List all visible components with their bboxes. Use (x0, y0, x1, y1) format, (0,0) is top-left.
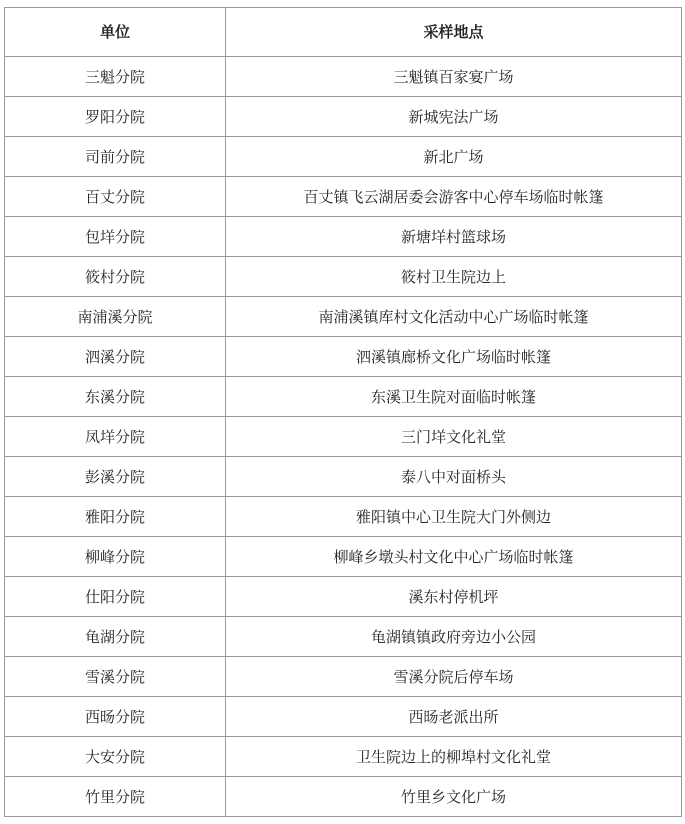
cell-unit: 西旸分院 (5, 697, 226, 737)
cell-location: 新塘垟村篮球场 (226, 217, 682, 257)
table-row (5, 257, 682, 297)
table-row (5, 177, 682, 217)
cell-unit: 司前分院 (5, 137, 226, 177)
table-row (5, 737, 682, 777)
header-location: 采样地点 (226, 8, 682, 57)
table-row (5, 777, 682, 817)
table-row (5, 57, 682, 97)
cell-unit: 筱村分院 (5, 257, 226, 297)
cell-location: 泗溪镇廊桥文化广场临时帐篷 (226, 337, 682, 377)
cell-location: 西旸老派出所 (226, 697, 682, 737)
cell-unit: 大安分院 (5, 737, 226, 777)
cell-unit: 罗阳分院 (5, 97, 226, 137)
table-row (5, 537, 682, 577)
cell-unit: 南浦溪分院 (5, 297, 226, 337)
cell-unit: 彭溪分院 (5, 457, 226, 497)
header-unit: 单位 (5, 8, 226, 57)
table-row (5, 337, 682, 377)
cell-location: 雪溪分院后停车场 (226, 657, 682, 697)
cell-unit: 百丈分院 (5, 177, 226, 217)
table-row (5, 497, 682, 537)
cell-unit: 雪溪分院 (5, 657, 226, 697)
cell-location: 三魁镇百家宴广场 (226, 57, 682, 97)
cell-location: 南浦溪镇库村文化活动中心广场临时帐篷 (226, 297, 682, 337)
cell-location: 溪东村停机坪 (226, 577, 682, 617)
table-row (5, 617, 682, 657)
cell-location: 雅阳镇中心卫生院大门外侧边 (226, 497, 682, 537)
cell-location: 龟湖镇镇政府旁边小公园 (226, 617, 682, 657)
cell-location: 泰八中对面桥头 (226, 457, 682, 497)
cell-location: 竹里乡文化广场 (226, 777, 682, 817)
table-header-row (5, 8, 682, 57)
cell-unit: 凤垟分院 (5, 417, 226, 457)
table-row (5, 217, 682, 257)
table-row (5, 297, 682, 337)
table-row (5, 457, 682, 497)
table-row (5, 697, 682, 737)
table-row (5, 377, 682, 417)
cell-unit: 龟湖分院 (5, 617, 226, 657)
table-body (5, 57, 682, 817)
cell-location: 新城宪法广场 (226, 97, 682, 137)
cell-location: 百丈镇飞云湖居委会游客中心停车场临时帐篷 (226, 177, 682, 217)
sampling-sites-table (4, 7, 682, 817)
cell-location: 筱村卫生院边上 (226, 257, 682, 297)
table-row (5, 417, 682, 457)
table-row (5, 657, 682, 697)
cell-unit: 雅阳分院 (5, 497, 226, 537)
cell-location: 东溪卫生院对面临时帐篷 (226, 377, 682, 417)
cell-unit: 仕阳分院 (5, 577, 226, 617)
table-row (5, 137, 682, 177)
cell-unit: 三魁分院 (5, 57, 226, 97)
cell-location: 卫生院边上的柳埠村文化礼堂 (226, 737, 682, 777)
cell-unit: 柳峰分院 (5, 537, 226, 577)
cell-unit: 包垟分院 (5, 217, 226, 257)
table-row (5, 577, 682, 617)
cell-location: 三门垟文化礼堂 (226, 417, 682, 457)
cell-location: 新北广场 (226, 137, 682, 177)
table-row (5, 97, 682, 137)
cell-unit: 竹里分院 (5, 777, 226, 817)
cell-unit: 泗溪分院 (5, 337, 226, 377)
cell-location: 柳峰乡墩头村文化中心广场临时帐篷 (226, 537, 682, 577)
cell-unit: 东溪分院 (5, 377, 226, 417)
